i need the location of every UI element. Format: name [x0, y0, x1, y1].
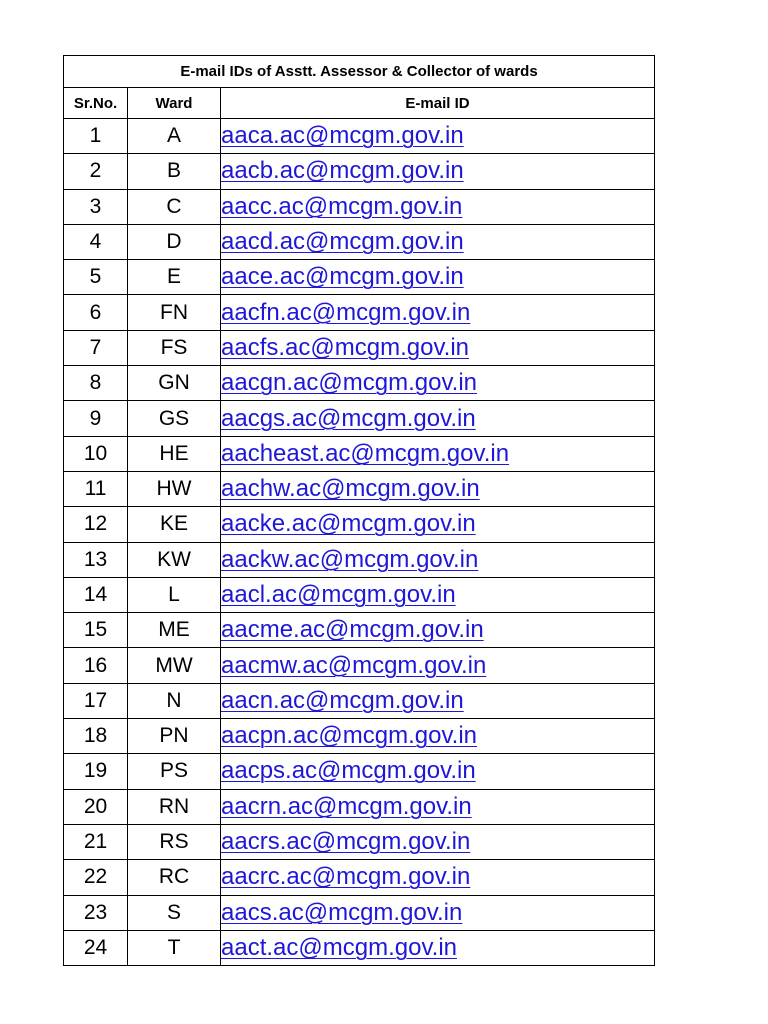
sr-no-cell: 13: [64, 542, 128, 577]
sr-no-cell: 3: [64, 189, 128, 224]
table-row: [64, 895, 655, 930]
email-link[interactable]: aacke.ac@mcgm.gov.in: [221, 510, 476, 538]
sr-no-cell: 2: [64, 154, 128, 189]
email-link[interactable]: aacc.ac@mcgm.gov.in: [221, 192, 463, 220]
email-cell: [221, 719, 655, 754]
ward-cell: T: [128, 930, 221, 965]
table-row: [64, 154, 655, 189]
email-cell: [221, 119, 655, 154]
email-link[interactable]: aacrs.ac@mcgm.gov.in: [221, 828, 471, 856]
table-row: [64, 189, 655, 224]
email-link[interactable]: aacb.ac@mcgm.gov.in: [221, 157, 464, 185]
sr-no-cell: 15: [64, 613, 128, 648]
email-cell: [221, 860, 655, 895]
email-cell: [221, 471, 655, 506]
sr-no-cell: 7: [64, 330, 128, 365]
email-cell: [221, 154, 655, 189]
email-link[interactable]: aacl.ac@mcgm.gov.in: [221, 581, 456, 608]
ward-cell: RS: [128, 824, 221, 859]
email-cell: [221, 436, 655, 471]
ward-cell: PN: [128, 719, 221, 754]
email-cell: [221, 683, 655, 718]
email-link[interactable]: aaca.ac@mcgm.gov.in: [221, 122, 464, 150]
email-cell: [221, 542, 655, 577]
ward-cell: S: [128, 895, 221, 930]
sr-no-cell: 20: [64, 789, 128, 824]
email-cell: [221, 330, 655, 365]
table-row: [64, 224, 655, 259]
table-title: E-mail IDs of Asstt. Assessor & Collector of wards: [64, 56, 655, 88]
email-link[interactable]: aackw.ac@mcgm.gov.in: [221, 545, 479, 573]
sr-no-cell: 22: [64, 860, 128, 895]
ward-cell: ME: [128, 613, 221, 648]
sr-no-cell: 18: [64, 719, 128, 754]
ward-cell: HW: [128, 471, 221, 506]
email-cell: [221, 224, 655, 259]
ward-cell: GS: [128, 401, 221, 436]
ward-cell: B: [128, 154, 221, 189]
email-cell: [221, 507, 655, 542]
sr-no-cell: 8: [64, 366, 128, 401]
sr-no-cell: 10: [64, 436, 128, 471]
email-link[interactable]: aacpn.ac@mcgm.gov.in: [221, 722, 478, 750]
table-row: [64, 436, 655, 471]
table-row: [64, 507, 655, 542]
table-row: [64, 683, 655, 718]
table-row: [64, 260, 655, 295]
email-link[interactable]: aace.ac@mcgm.gov.in: [221, 263, 464, 291]
table-row: [64, 860, 655, 895]
email-link[interactable]: aacfn.ac@mcgm.gov.in: [221, 298, 471, 326]
email-link[interactable]: aacgs.ac@mcgm.gov.in: [221, 404, 476, 432]
table-row: [64, 366, 655, 401]
sr-no-cell: 19: [64, 754, 128, 789]
table-row: [64, 613, 655, 648]
email-cell: [221, 401, 655, 436]
email-cell: [221, 577, 655, 612]
sr-no-cell: 1: [64, 119, 128, 154]
table-row: [64, 648, 655, 683]
sr-no-cell: 9: [64, 401, 128, 436]
email-cell: [221, 754, 655, 789]
table-row: [64, 930, 655, 965]
email-link[interactable]: aact.ac@mcgm.gov.in: [221, 933, 458, 961]
sr-no-cell: 12: [64, 507, 128, 542]
email-link[interactable]: aacheast.ac@mcgm.gov.in: [221, 439, 510, 467]
ward-cell: E: [128, 260, 221, 295]
table-body: [64, 119, 655, 966]
table-row: [64, 577, 655, 612]
email-link[interactable]: aachw.ac@mcgm.gov.in: [221, 475, 480, 503]
ward-cell: FS: [128, 330, 221, 365]
sr-no-cell: 4: [64, 224, 128, 259]
table-row: [64, 754, 655, 789]
email-cell: [221, 260, 655, 295]
table-row: [64, 401, 655, 436]
email-link[interactable]: aacd.ac@mcgm.gov.in: [221, 228, 464, 256]
table-row: [64, 471, 655, 506]
ward-cell: KW: [128, 542, 221, 577]
email-cell: [221, 648, 655, 683]
email-link[interactable]: aacrn.ac@mcgm.gov.in: [221, 792, 472, 820]
header-email: E-mail ID: [221, 88, 655, 119]
ward-cell: MW: [128, 648, 221, 683]
table-title-row: [64, 56, 655, 88]
email-link[interactable]: aacrc.ac@mcgm.gov.in: [221, 863, 471, 891]
ward-cell: KE: [128, 507, 221, 542]
ward-cell: PS: [128, 754, 221, 789]
sr-no-cell: 24: [64, 930, 128, 965]
ward-cell: D: [128, 224, 221, 259]
table-row: [64, 719, 655, 754]
ward-cell: C: [128, 189, 221, 224]
email-cell: [221, 613, 655, 648]
sr-no-cell: 21: [64, 824, 128, 859]
ward-cell: RC: [128, 860, 221, 895]
email-link[interactable]: aacme.ac@mcgm.gov.in: [221, 616, 484, 644]
table-row: [64, 542, 655, 577]
email-link[interactable]: aacfs.ac@mcgm.gov.in: [221, 333, 470, 361]
table-row: [64, 295, 655, 330]
email-link[interactable]: aacgn.ac@mcgm.gov.in: [221, 369, 478, 397]
sr-no-cell: 11: [64, 471, 128, 506]
ward-cell: HE: [128, 436, 221, 471]
email-link[interactable]: aacn.ac@mcgm.gov.in: [221, 686, 464, 714]
email-cell: [221, 189, 655, 224]
email-cell: [221, 930, 655, 965]
ward-cell: FN: [128, 295, 221, 330]
header-sr-no: Sr.No.: [64, 88, 128, 119]
email-cell: [221, 295, 655, 330]
email-cell: [221, 895, 655, 930]
sr-no-cell: 17: [64, 683, 128, 718]
header-ward: Ward: [128, 88, 221, 119]
email-cell: [221, 789, 655, 824]
table-row: [64, 824, 655, 859]
ward-cell: RN: [128, 789, 221, 824]
sr-no-cell: 6: [64, 295, 128, 330]
sr-no-cell: 5: [64, 260, 128, 295]
email-cell: [221, 366, 655, 401]
ward-cell: N: [128, 683, 221, 718]
table-row: [64, 119, 655, 154]
table-row: [64, 330, 655, 365]
sr-no-cell: 16: [64, 648, 128, 683]
column-header-row: [64, 88, 655, 119]
ward-email-table: [63, 55, 655, 966]
ward-cell: A: [128, 119, 221, 154]
ward-cell: L: [128, 577, 221, 612]
sr-no-cell: 23: [64, 895, 128, 930]
ward-cell: GN: [128, 366, 221, 401]
table-row: [64, 789, 655, 824]
sr-no-cell: 14: [64, 577, 128, 612]
email-link[interactable]: aacps.ac@mcgm.gov.in: [221, 757, 476, 785]
email-link[interactable]: aacmw.ac@mcgm.gov.in: [221, 651, 487, 679]
email-link[interactable]: aacs.ac@mcgm.gov.in: [221, 898, 463, 926]
email-cell: [221, 824, 655, 859]
